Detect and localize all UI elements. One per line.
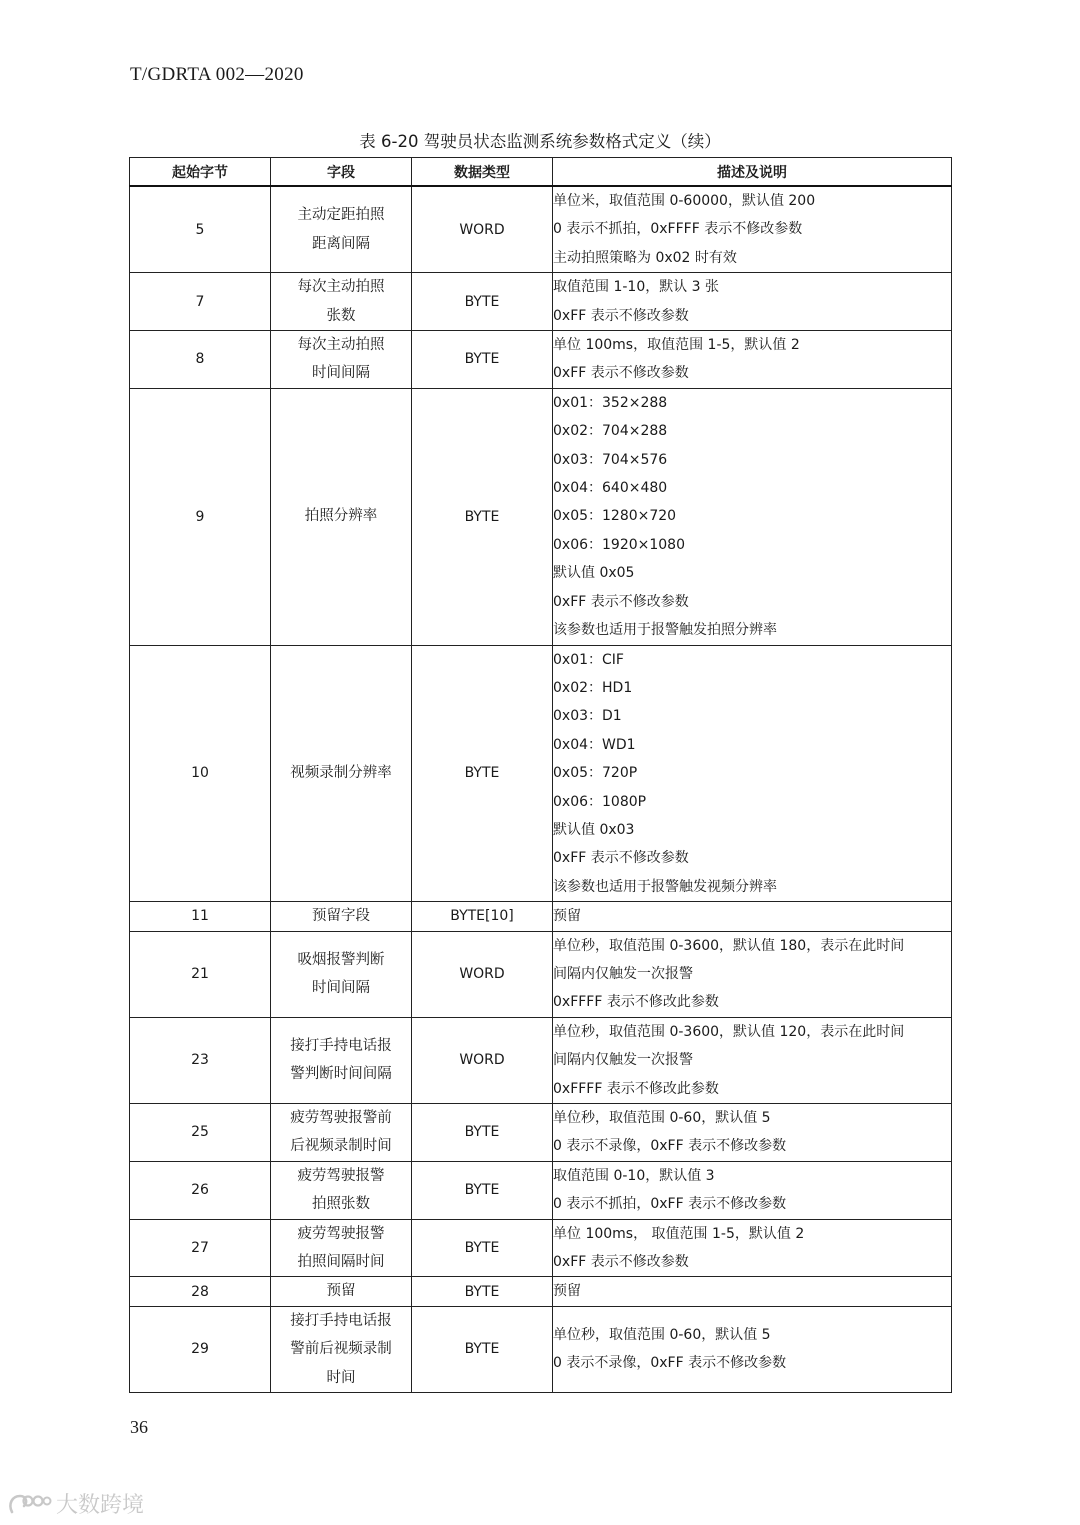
parameter-table	[129, 157, 952, 1393]
cell-field	[271, 902, 412, 931]
cell-data-type: BYTE	[412, 645, 553, 902]
cell-start-byte: 28	[130, 1277, 271, 1306]
cell-start-byte: 5	[130, 186, 271, 273]
description-line: 0x02：704×288	[553, 423, 668, 440]
column-header-field: 字段	[271, 158, 412, 187]
cell-description	[553, 902, 952, 931]
field-line: 视频录制分辨率	[290, 765, 392, 782]
cell-start-byte: 10	[130, 645, 271, 902]
watermark-text: 大数跨境	[56, 1493, 145, 1518]
cell-data-type: WORD	[412, 931, 553, 1017]
description-line: 0x04：640×480	[553, 480, 668, 497]
cell-description	[553, 1161, 952, 1219]
table-row	[130, 1277, 952, 1306]
description-line: 单位 100ms，取值范围 1-5，默认值 2	[553, 337, 800, 354]
field-line: 疲劳驾驶报警	[297, 1225, 385, 1242]
cell-start-byte: 25	[130, 1104, 271, 1162]
field-line: 疲劳驾驶报警	[297, 1167, 385, 1184]
field-line: 警判断时间间隔	[290, 1066, 392, 1083]
table-row	[130, 186, 952, 273]
cell-field	[271, 645, 412, 902]
cell-description	[553, 1104, 952, 1162]
table-row	[130, 273, 952, 331]
description-line: 单位秒，取值范围 0-60，默认值 5	[553, 1110, 771, 1126]
column-header-start-byte: 起始字节	[130, 158, 271, 187]
description-line: 间隔内仅触发一次报警	[553, 965, 693, 982]
cell-start-byte: 8	[130, 331, 271, 389]
cell-start-byte: 29	[130, 1306, 271, 1392]
field-line: 每次主动拍照	[297, 279, 385, 296]
description-line: 0xFF 表示不修改参数	[553, 307, 689, 324]
table-row	[130, 331, 952, 389]
field-line: 张数	[326, 307, 356, 324]
cell-field	[271, 1306, 412, 1392]
cell-data-type: BYTE	[412, 331, 553, 389]
cell-description	[553, 186, 952, 273]
cell-description	[553, 1277, 952, 1306]
table-row	[130, 645, 952, 902]
description-line: 0 表示不录像，0xFF 表示不修改参数	[553, 1355, 787, 1372]
cell-description	[553, 388, 952, 645]
cell-field	[271, 186, 412, 273]
field-line: 接打手持电话报	[290, 1312, 392, 1329]
description-line: 0xFF 表示不修改参数	[553, 850, 689, 867]
watermark	[6, 1488, 144, 1519]
description-line: 取值范围 1-10，默认 3 张	[553, 279, 720, 296]
cell-field	[271, 1219, 412, 1277]
description-line: 单位秒，取值范围 0-60，默认值 5	[553, 1327, 771, 1344]
field-line: 警前后视频录制	[290, 1341, 392, 1358]
description-line: 默认值 0x05	[553, 565, 635, 582]
brand-logo-icon	[6, 1490, 52, 1518]
description-line: 0 表示不抓拍，0xFFFF 表示不修改参数	[553, 221, 803, 238]
table-row	[130, 1161, 952, 1219]
table-row	[130, 902, 952, 931]
description-line: 预留	[553, 908, 581, 925]
field-line: 时间	[326, 1369, 356, 1386]
description-line: 0xFF 表示不修改参数	[553, 593, 689, 610]
document-code: T/GDRTA 002—2020	[130, 64, 304, 85]
cell-field	[271, 273, 412, 331]
description-line: 0 表示不抓拍，0xFF 表示不修改参数	[553, 1196, 787, 1213]
cell-field	[271, 1104, 412, 1162]
cell-description	[553, 1306, 952, 1392]
description-line: 0x06：1920×1080	[553, 536, 685, 553]
cell-data-type: BYTE	[412, 1277, 553, 1306]
cell-field	[271, 1017, 412, 1103]
field-line: 时间间隔	[312, 980, 370, 997]
field-line: 预留	[326, 1283, 356, 1300]
cell-data-type: BYTE	[412, 1306, 553, 1392]
table-row	[130, 1306, 952, 1392]
description-line: 间隔内仅触发一次报警	[553, 1052, 693, 1069]
field-line: 每次主动拍照	[297, 337, 385, 354]
column-header-data-type: 数据类型	[412, 158, 553, 187]
table-title: 表 6-20 驾驶员状态监测系统参数格式定义（续）	[359, 132, 721, 151]
description-line: 0x03：704×576	[553, 451, 668, 468]
cell-description	[553, 645, 952, 902]
cell-description	[553, 1017, 952, 1103]
description-line: 该参数也适用于报警触发拍照分辨率	[553, 622, 777, 639]
cell-field	[271, 331, 412, 389]
cell-description	[553, 331, 952, 389]
field-line: 距离间隔	[312, 235, 370, 252]
cell-field	[271, 1161, 412, 1219]
description-line: 取值范围 0-10，默认值 3	[553, 1167, 715, 1184]
cell-description	[553, 1219, 952, 1277]
cell-data-type: BYTE	[412, 1161, 553, 1219]
cell-data-type: BYTE	[412, 1219, 553, 1277]
column-header-description: 描述及说明	[553, 158, 952, 187]
description-line: 0x01：CIF	[553, 651, 624, 668]
field-line: 时间间隔	[312, 365, 370, 382]
description-line: 0x05：720P	[553, 765, 638, 782]
cell-start-byte: 11	[130, 902, 271, 931]
description-line: 0x05：1280×720	[553, 508, 677, 525]
cell-data-type: BYTE	[412, 388, 553, 645]
table-row	[130, 1104, 952, 1162]
field-line: 主动定距拍照	[297, 207, 385, 224]
table-row	[130, 388, 952, 645]
field-line: 拍照间隔时间	[297, 1254, 385, 1271]
cell-field	[271, 1277, 412, 1306]
description-line: 单位秒，取值范围 0-3600，默认值 180，表示在此时间	[553, 937, 905, 954]
cell-data-type: BYTE	[412, 1104, 553, 1162]
field-line: 拍照张数	[312, 1196, 370, 1213]
cell-start-byte: 23	[130, 1017, 271, 1103]
description-line: 单位秒，取值范围 0-3600，默认值 120，表示在此时间	[553, 1023, 905, 1040]
field-line: 后视频录制时间	[290, 1138, 392, 1155]
cell-start-byte: 7	[130, 273, 271, 331]
table-row	[130, 1219, 952, 1277]
description-line: 0xFF 表示不修改参数	[553, 365, 689, 382]
cell-data-type: BYTE	[412, 273, 553, 331]
description-line: 0x03：D1	[553, 708, 622, 725]
field-line: 疲劳驾驶报警前	[290, 1110, 392, 1126]
description-line: 默认值 0x03	[553, 821, 635, 838]
cell-field	[271, 388, 412, 645]
page-number: 36	[130, 1417, 148, 1437]
cell-data-type: WORD	[412, 1017, 553, 1103]
cell-start-byte: 26	[130, 1161, 271, 1219]
field-line: 拍照分辨率	[304, 508, 378, 525]
cell-start-byte: 9	[130, 388, 271, 645]
table-header-row	[130, 158, 952, 187]
description-line: 0 表示不录像，0xFF 表示不修改参数	[553, 1138, 787, 1155]
description-line: 单位米，取值范围 0-60000，默认值 200	[553, 193, 816, 209]
description-line: 主动拍照策略为 0x02 时有效	[553, 249, 737, 266]
description-line: 单位 100ms， 取值范围 1-5，默认值 2	[553, 1225, 805, 1242]
cell-description	[553, 931, 952, 1017]
table-row	[130, 1017, 952, 1103]
cell-data-type: BYTE[10]	[412, 902, 553, 931]
description-line: 该参数也适用于报警触发视频分辨率	[553, 878, 777, 895]
table-row	[130, 931, 952, 1017]
cell-start-byte: 27	[130, 1219, 271, 1277]
cell-start-byte: 21	[130, 931, 271, 1017]
description-line: 0xFF 表示不修改参数	[553, 1254, 689, 1271]
field-line: 接打手持电话报	[290, 1037, 392, 1054]
description-line: 0x01：352×288	[553, 394, 668, 411]
description-line: 0x02：HD1	[553, 679, 633, 696]
field-line: 预留字段	[312, 908, 370, 925]
description-line: 0xFFFF 表示不修改此参数	[553, 1080, 719, 1097]
cell-field	[271, 931, 412, 1017]
description-line: 0x04：WD1	[553, 736, 636, 753]
cell-description	[553, 273, 952, 331]
cell-data-type: WORD	[412, 186, 553, 273]
field-line: 吸烟报警判断	[297, 951, 385, 968]
description-line: 0x06：1080P	[553, 793, 647, 810]
description-line: 预留	[553, 1283, 581, 1300]
description-line: 0xFFFF 表示不修改此参数	[553, 994, 719, 1011]
